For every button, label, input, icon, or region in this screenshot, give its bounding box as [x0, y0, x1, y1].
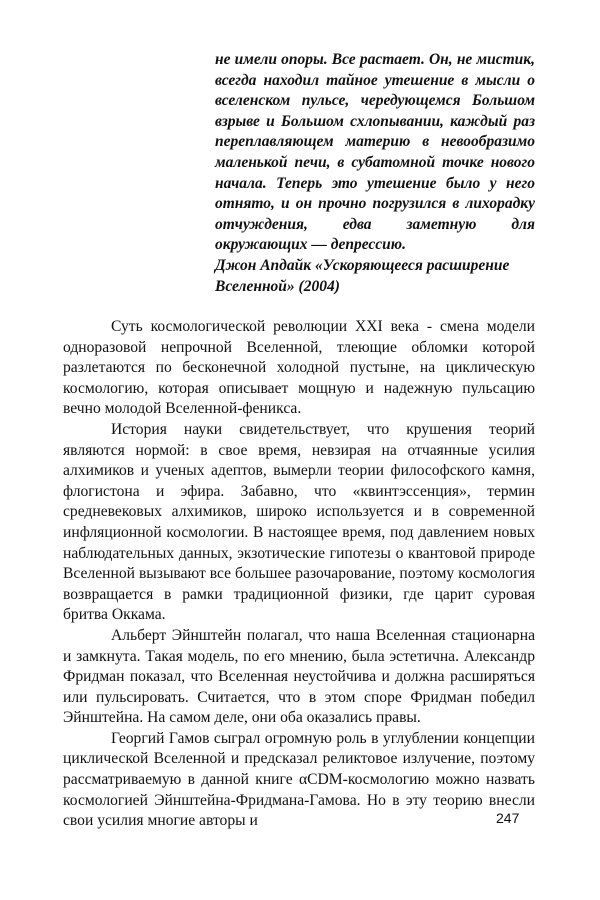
paragraph: Георгий Гамов сыграл огромную роль в углублении концепции циклической Вселенной и предсказал реликтовое излучение, поэтому рассматриваемую в данной книге αCDM-космологию можно назвать космологией Эйнштейна-Фридмана-Гамова. Но в эту теорию внесли свои усилия многие авторы и: [63, 729, 535, 830]
main-text: [63, 317, 535, 832]
epigraph-quote: не имели опоры. Все растает. Он, не мистик, всегда находил тайное утешение в мысли о вселенском пульсе, чередующемся Большом взрыве и Большом схлопывании, каждый раз переплавляющем материю в невообразимо маленькой печи, в субатомной точке нового начала. Теперь это утешение было у него отнято, и он прочно погрузился в лихорадку отчуждения, едва заметную для окружающих — депрессию.: [215, 51, 535, 254]
epigraph-attribution: Джон Апдайк «Ускоряющееся расширение Вселенной» (2004): [215, 256, 510, 295]
paragraph: Суть космологической революции XXI века - смена модели одноразовой непрочной Вселенной, тлеющие обломки которой разлетаются по бесконечной холодной пустыне, на циклическую космологию, которая описывает мощную и надежную пульсацию вечно молодой Вселенной-феникса.: [63, 318, 535, 418]
paragraph: Альберт Эйнштейн полагал, что наша Вселенная стационарна и замкнута. Такая модель, по его мнению, была эстетична. Александр Фридман показал, что Вселенная неустойчива и должна расширяться или пульсировать. Считается, что в этом споре Фридман победил Эйнштейна. На самом деле, они оба оказались правы.: [63, 626, 535, 727]
paragraph: История науки свидетельствует, что крушения теорий являются нормой: в свое время, невзирая на отчаянные усилия алхимиков и ученых адептов, вымерли теории философского камня, флогистона и эфира. Забавно, что «квинтэссенция», термин средневековых алхимиков, широко используется и в современной инфляционной космологии. В настоящее время, под давлением новых наблюдательных данных, экзотические гипотезы о квантовой природе Вселенной вызывают все большее разочарование, поэтому космология возвращается в рамки традиционной физики, где царит суровая бритва Оккама.: [63, 420, 535, 624]
epigraph: [215, 50, 535, 297]
page-number: 247: [496, 810, 520, 826]
